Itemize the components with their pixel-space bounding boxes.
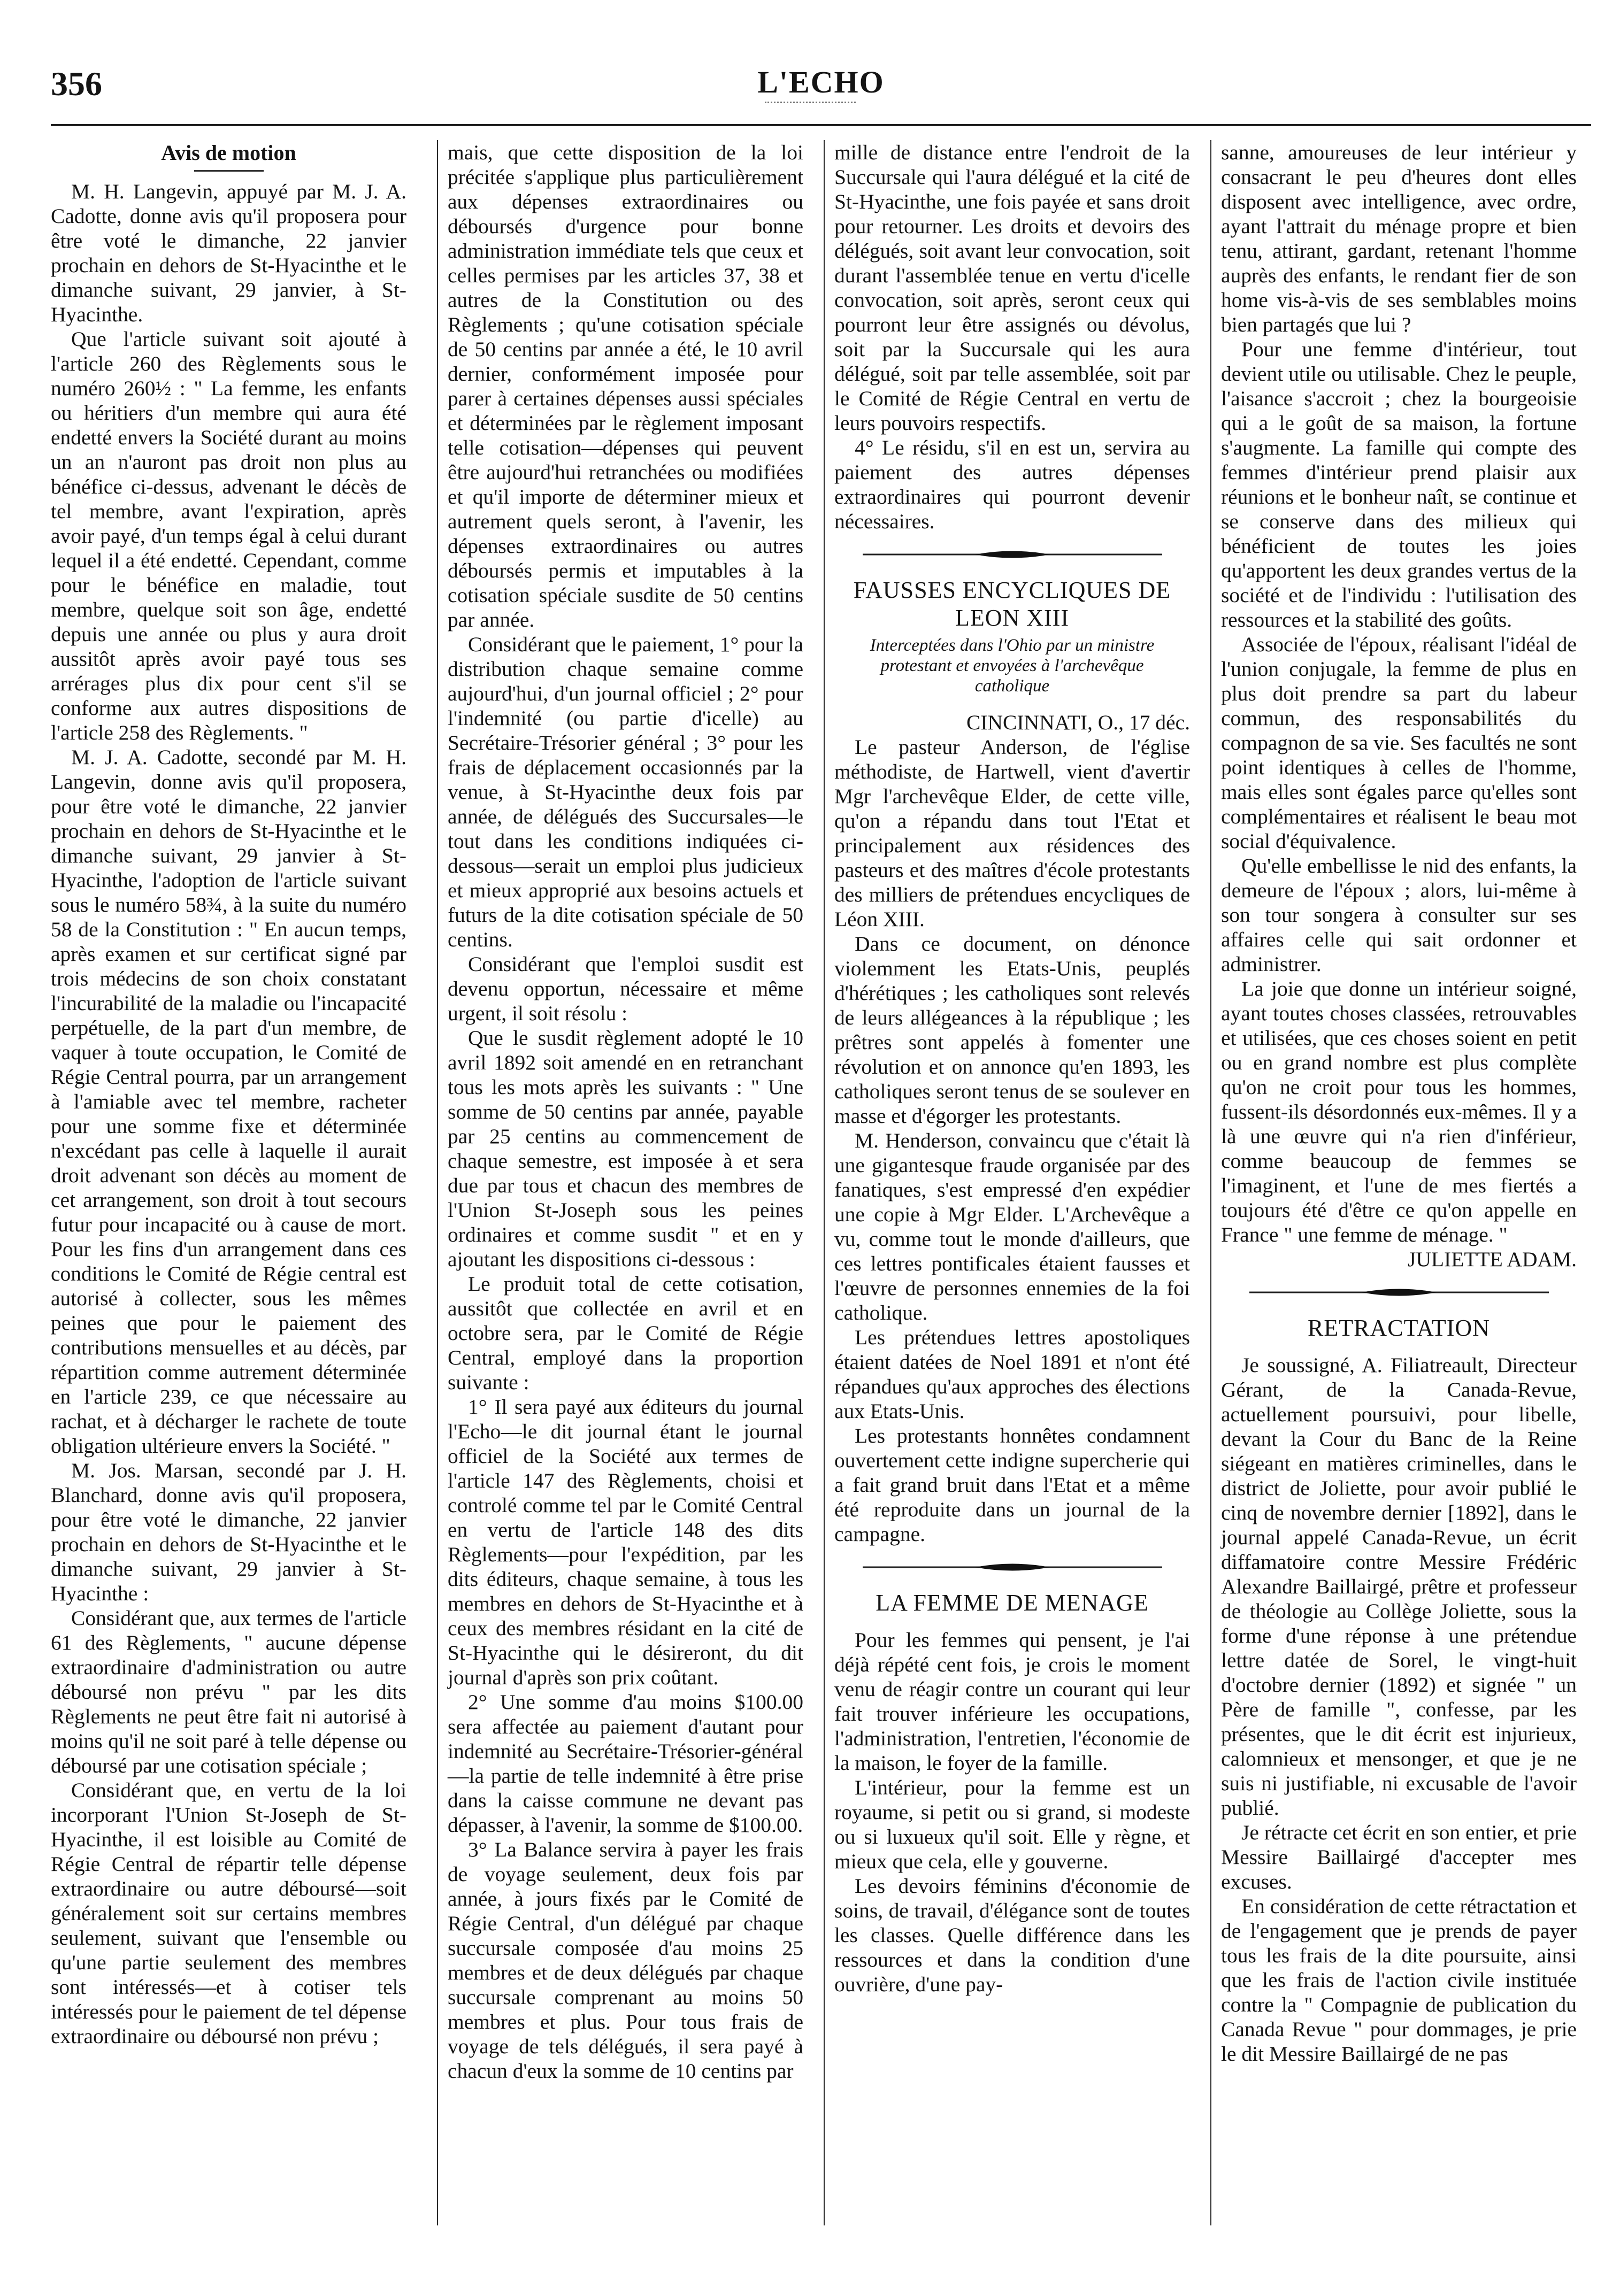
ornament-rule-icon — [863, 549, 1162, 560]
paragraph: 3° La Balance servira à payer les frais de voyage seulement, deux fois par année, à jours fixés par le Comité de Régie Central, d'un délégué par chaque succursale composée d'au moins 25 membres et de deux délégués par chaque succursale comprenant au moins 50 membres et plus. Pour tous frais de voyage de tels délégués, il sera payé à chacun d'eux la somme de 10 centins par — [448, 1838, 803, 2083]
header-rule — [51, 124, 1591, 126]
paragraph: Que l'article suivant soit ajouté à l'article 260 des Règlements sous le numéro 260½ : " La femme, les enfants ou héritiers d'un membre qui aura été endetté envers la Société durant au moins un an n'auront pas droit non plus au bénéfice ci-dessus, advenant le décès de tel membre, avant l'expiration, après avoir payé, d'un temps égal à celui durant lequel il a été endetté. Cependant, comme pour le bénéfice en maladie, tout membre, quelque soit son âge, endetté depuis une année ou plus y aura droit aussitôt après avoir payé tous ses arrérages plus dix pour cent s'il se conforme aux autres dispositions de l'article 258 des Règlements. " — [51, 327, 406, 744]
paragraph: sanne, amoureuses de leur intérieur y consacrant le peu d'heures dont elles disposent avec intelligence, avec ordre, ayant l'attrait du ménage propre et bien tenu, attirant, gardant, retenant l'homme auprès des enfants, le rendant fier de son home vis-à-vis de ses semblables moins bien partagés que lui ? — [1221, 141, 1577, 336]
column-1 — [51, 140, 406, 2048]
paragraph: Pour une femme d'intérieur, tout devient utile ou utilisable. Chez le peuple, l'aisance s'accroit ; chez la bourgeoisie qui a le goût de sa maison, la fortune s'augmente. La famille qui compte des femmes d'intérieur prend plaisir aux réunions et le bonheur naît, se continue et se conserve dans des milieux qui bénéficient de toutes les joies qu'apportent les deux grandes vertus de la société et de l'individu : l'utilisation des ressources et la stabilité des goûts. — [1221, 337, 1577, 631]
column-4 — [1221, 140, 1577, 2066]
paragraph: mais, que cette disposition de la loi précitée s'applique plus particulièrement aux dépenses extraordinaires ou déboursés d'urgence pour bonne administration immédiate tels que ceux et celles permises par les articles 37, 38 et autres de la Constitution ou des Règlements ; qu'une cotisation spéciale de 50 centins par année a été, le 10 avril dernier, conformément imposée pour parer à certaines dépenses aussi spéciales et déterminées par le règlement imposant telle cotisation—dépenses qui peuvent être aujourd'hui retranchées ou modifiées et qu'il importe de déterminer mieux et autrement quels seront, à l'avenir, les dépenses extraordinaires ou autres déboursés permis et imputables à la cotisation spéciale susdite de 50 centins par année. — [448, 141, 803, 631]
paragraph: L'intérieur, pour la femme est un royaume, si petit ou si grand, si modeste ou si luxueux qu'il soit. Elle y règne, et mieux que cela, elle y gouverne. — [834, 1776, 1190, 1873]
paragraph: Le produit total de cette cotisation, aussitôt que collectée en avril et en octobre sera, par le Comité de Régie Central, employé dans la proportion suivante : — [448, 1272, 803, 1394]
paragraph: Les devoirs féminins d'économie de soins, de travail, d'élégance sont de toutes les classes. Quelle différence dans les ressources et dans la condition d'une ouvrière, d'une pay- — [834, 1874, 1190, 1996]
section-title-avis-de-motion: Avis de motion — [161, 141, 296, 165]
article-title-femme-de-menage: LA FEMME DE MENAGE — [876, 1590, 1149, 1616]
paragraph: M. H. Langevin, appuyé par M. J. A. Cadotte, donne avis qu'il proposera pour être voté le dimanche, 22 janvier prochain en dehors de St-Hyacinthe et le dimanche suivant, 29 janvier, à St-Hyacinthe. — [51, 180, 406, 326]
paragraph: Les prétendues lettres apostoliques étaient datées de Noel 1891 et n'ont été répandues qu'aux approches des élections aux Etats-Unis. — [834, 1326, 1190, 1423]
paragraph: Le pasteur Anderson, de l'église méthodiste, de Hartwell, vient d'avertir Mgr l'archevêque Elder, de cette ville, qu'on a répandu dans tout l'Etat et principalement aux résidences des pasteurs et des maîtres d'école protestants des milliers de prétendues encycliques de Léon XIII. — [834, 735, 1190, 931]
column-divider — [824, 140, 825, 2225]
signature: JULIETTE ADAM. — [1408, 1247, 1577, 1271]
paragraph: M. Henderson, convaincu que c'était là une gigantesque fraude organisée par des fanatiques, s'est empressé d'en expédier une copie à Mgr Elder. L'Archevêque a vu, comme tout le monde d'ailleurs, que ces lettres pontificales étaient fausses et l'œuvre de personnes ennemies de la foi catholique. — [834, 1129, 1190, 1324]
paragraph: Considérant que le paiement, 1° pour la distribution chaque semaine comme aujourd'hui, d'un journal officiel ; 2° pour l'indemnité (ou partie d'icelle) au Secrétaire-Trésorier général ; 3° pour les frais de déplacement occasionnés par la venue, à St-Hyacinthe deux fois par année, de délégués des Succursales—le tout dans les conditions indiquées ci-dessous—serait un emploi plus judicieux et mieux approprié aux besoins actuels et futurs de la dite cotisation spéciale de 50 centins. — [448, 633, 803, 951]
paragraph: Considérant que l'emploi susdit est devenu opportun, nécessaire et même urgent, il soit résolu : — [448, 952, 803, 1025]
paragraph: Que le susdit règlement adopté le 10 avril 1892 soit amendé en en retranchant tous les mots après les suivants : " Une somme de 50 centins par année, payable par 25 centins au commencement de chaque semestre, est imposée à et sera due par tous et chacun des membres de l'Union St-Joseph sous les peines ordinaires et comme susdit " et en y ajoutant les dispositions ci-dessous : — [448, 1026, 803, 1271]
article-title-fausses-encycliques: FAUSSES ENCYCLIQUES DE LEON XIII — [853, 577, 1171, 631]
paragraph: 1° Il sera payé aux éditeurs du journal l'Echo—le dit journal étant le journal officiel de la Société aux termes de l'article 147 des Règlements, choisi et controlé comme tel par le Comité Central en vertu de l'article 148 des dits Règlements—pour l'expédition, par les dits éditeurs, chaque semaine, à tous les membres en dehors de St-Hyacinthe et à ceux des membres résidant en la cité de St-Hyacinthe qui le désireront, du dit journal d'après son prix coûtant. — [448, 1395, 803, 1689]
paragraph: Considérant que, en vertu de la loi incorporant l'Union St-Joseph de St-Hyacinthe, il est loisible au Comité de Régie Central de répartir telle dépense extraordinaire ou autre déboursé—soit généralement soit sur certains membres seulement, suivant que l'ensemble ou qu'une partie seulement des membres sont intéressés—et à cotiser tels intéressés pour le paiement de tel dépense extraordinaire ou déboursé non prévu ; — [51, 1778, 406, 2048]
article-title-retractation: RETRACTATION — [1308, 1315, 1490, 1341]
paragraph: Associée de l'époux, réalisant l'idéal de l'union conjugale, la femme de plus en plus doit prendre sa part du labeur commun, des responsabilités du compagnon de sa vie. Ses facultés ne sont point identiques à celles de l'homme, mais elles sont égales parce qu'elles sont complémentaires et réalisent le beau mot social d'équivalence. — [1221, 633, 1577, 853]
paragraph: Je rétracte cet écrit en son entier, et prie Messire Baillairgé d'accepter mes excuses. — [1221, 1821, 1577, 1893]
header-ornament — [765, 102, 856, 107]
newspaper-title: L'ECHO — [757, 65, 885, 99]
paragraph: Je soussigné, A. Filiatreault, Directeur Gérant, de la Canada-Revue, actuellement poursuivi, pour libelle, devant la Cour du Banc de la Reine siégeant en matières criminelles, dans le district de Joliette, pour avoir publié le cinq de novembre dernier [1892], dans le journal appelé Canada-Revue, un écrit diffamatoire contre Messire Frédéric Alexandre Baillairgé, prêtre et professeur de théologie au Collège Joliette, sous la forme d'une réponse à une prétendue lettre datée de Sorel, le vingt-huit d'octobre dernier (1892) et signée " un Père de famille ", confesse, par les présentes, que le dit écrit est injurieux, calomnieux et mensonger, et que je ne suis ni justifiable, ni excusable de l'avoir publié. — [1221, 1353, 1577, 1820]
paragraph: M. Jos. Marsan, secondé par J. H. Blanchard, donne avis qu'il proposera, pour être voté le dimanche, 22 janvier prochain en dehors de St-Hyacinthe et le dimanche suivant, 29 janvier à St-Hyacinthe : — [51, 1459, 406, 1605]
paragraph: mille de distance entre l'endroit de la Succursale qui l'aura délégué et la cité de St-Hyacinthe, une fois payée et sans droit pour retourner. Les droits et devoirs des délégués, soit avant leur convocation, soit durant l'assemblée tenue en vertu d'icelle convocation, soit après, seront ceux qui pourront leur être assignés ou dévolus, soit par la Succursale qui les aura délégué, soit par telle assemblée, soit par le Comité de Régie Central en vertu de leurs pouvoirs respectifs. — [834, 141, 1190, 435]
paragraph: Qu'elle embellisse le nid des enfants, la demeure de l'époux ; alors, lui-même à son tour songera à consulter sur ses affaires celle qui sait ordonner et administrer. — [1221, 854, 1577, 976]
paragraph: M. J. A. Cadotte, secondé par M. H. Langevin, donne avis qu'il proposera, pour être voté le dimanche, 22 janvier prochain en dehors de St-Hyacinthe et le dimanche suivant, 29 janvier à St-Hyacinthe, l'adoption de l'article suivant sous le numéro 58¾, à la suite du numéro 58 de la Constitution : " En aucun temps, après examen et sur certificat signé par trois médecins de son choix constatant l'incurabilité de la maladie ou l'incapacité perpétuelle, de la part d'un membre, de vaquer à toute occupation, le Comité de Régie Central pourra, par un arrangement à l'amiable avec tel membre, racheter pour une somme fixe et déterminée n'excédant pas celle à laquelle il aurait droit advenant son décès au moment de cet arrangement, son droit à tout secours futur pour incapacité ou à cause de mort. Pour les fins d'un arrangement dans ces conditions le Comité de Régie central est autorisé à collecter, sous les mêmes peines que pour le paiement des contributions mensuelles et au décès, par répartition comme autrement déterminée en l'article 239, ce que nécessaire au rachat, et à décharger le rachete de toute obligation ultérieure envers la Société. " — [51, 745, 406, 1458]
paragraph: 4° Le résidu, s'il en est un, servira au paiement des autres dépenses extraordinaires qui pourront devenir nécessaires. — [834, 436, 1190, 533]
paragraph: Les protestants honnêtes condamnent ouvertement cette indigne supercherie qui a fait grand bruit dans l'Etat et a même été reproduite dans un journal de la campagne. — [834, 1424, 1190, 1546]
ornament-rule-icon — [863, 1561, 1162, 1573]
paragraph: Dans ce document, on dénonce violemment les Etats-Unis, peuplés d'hérétiques ; les catholiques sont relevés de leurs allégeances à la république ; les prêtres sont appelés à fomenter une révolution et on annonce qu'en 1893, les catholiques seront tenus de se soulever en masse et d'égorger les protestants. — [834, 932, 1190, 1128]
paragraph: Pour les femmes qui pensent, je l'ai déjà répété cent fois, je crois le moment venu de réagir contre un courant qui leur fait trouver inférieure les occupations, l'administration, l'entretien, l'économie de la maison, le foyer de la famille. — [834, 1628, 1190, 1775]
paragraph: En considération de cette rétractation et de l'engagement que je prends de payer tous les frais de la dite poursuite, ainsi que les frais de l'action civile instituée contre la " Compagnie de publication du Canada Revue " pour dommages, je prie le dit Messire Baillairgé de ne pas — [1221, 1894, 1577, 2066]
dateline: CINCINNATI, O., 17 déc. — [966, 711, 1190, 734]
column-2 — [448, 140, 803, 2083]
column-3 — [834, 140, 1190, 1997]
column-divider — [1210, 140, 1211, 2225]
section-ornament — [834, 1561, 1190, 1573]
section-ornament — [1221, 1286, 1577, 1298]
page-number: 356 — [51, 65, 102, 103]
title-rule — [194, 170, 264, 172]
ornament-rule-icon — [1249, 1286, 1549, 1298]
article-subtitle: Interceptées dans l'Ohio par un ministre protestant et envoyées à l'archevêque catholique — [870, 636, 1155, 696]
column-divider — [437, 140, 438, 2225]
section-ornament — [834, 549, 1190, 560]
paragraph: 2° Une somme d'au moins $100.00 sera affectée au paiement d'autant pour indemnité au Secrétaire-Trésorier-général—la partie de telle indemnité à être prise dans la caisse commune ne devant pas dépasser, à l'avenir, la somme de $100.00. — [448, 1690, 803, 1837]
paragraph: La joie que donne un intérieur soigné, ayant toutes choses classées, retrouvables et utilisées, que ces choses soient en petit ou en grand nombre est plus complète qu'on ne croit pour tous les hommes, fussent-ils désordonnés eux-mêmes. Il y a là une œuvre qui n'a rien d'inférieur, comme beaucoup de femmes se l'imaginent, et l'une de mes fiertés a toujours été d'être ce qu'on appelle en France " une femme de ménage. " — [1221, 977, 1577, 1246]
paragraph: Considérant que, aux termes de l'article 61 des Règlements, " aucune dépense extraordinaire d'administration ou autre déboursé non prévu " par les dits Règlements ne peut être fait ni autorisé à moins qu'il ne soit paré à telle dépense ou déboursé par une cotisation spéciale ; — [51, 1606, 406, 1777]
